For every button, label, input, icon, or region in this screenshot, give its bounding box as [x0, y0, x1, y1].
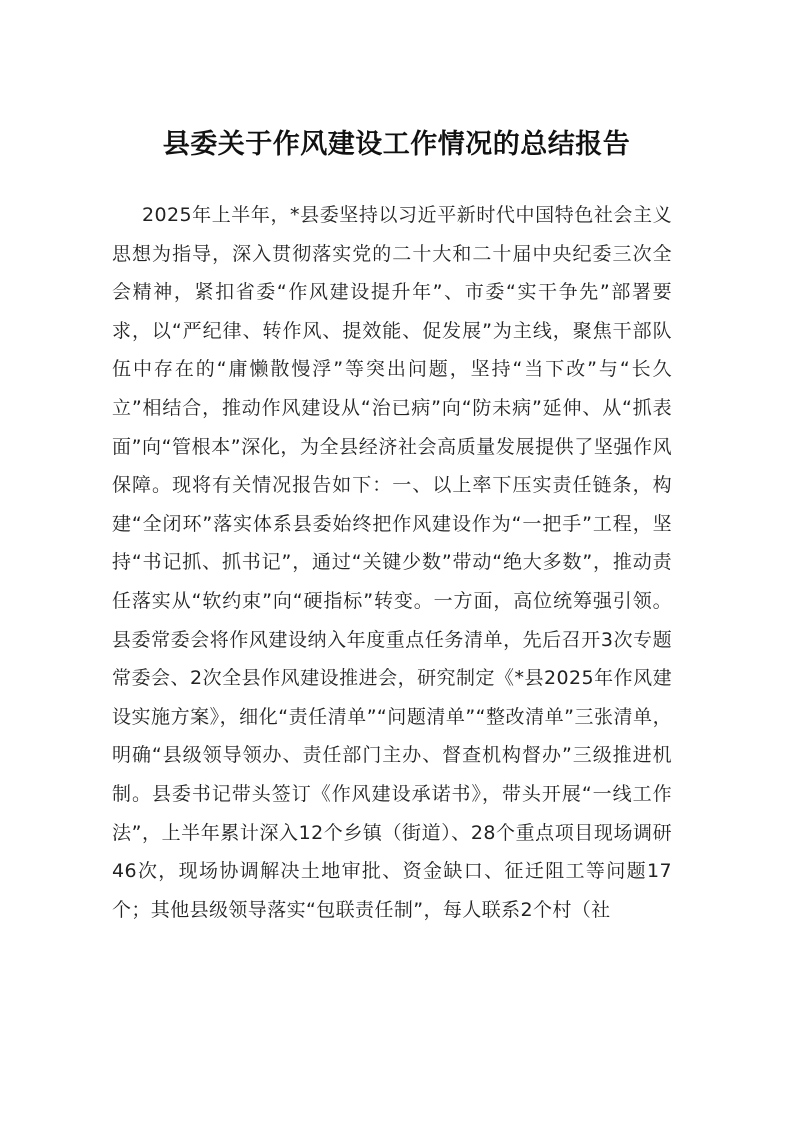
- document-body-paragraph: 2025年上半年，*县委坚持以习近平新时代中国特色社会主义思想为指导，深入贯彻落实党的二十大和二十届中央纪委三次全会精神，紧扣省委“作风建设提升年”、市委“实干争先”部署要求，以“严纪律、转作风、提效能、促发展”为主线，聚焦干部队伍中存在的“庸懒散慢浮”等突出问题，坚持“当下改”与“长久立”相结合，推动作风建设从“治已病”向“防未病”延伸、从“抓表面”向“管根本”深化，为全县经济社会高质量发展提供了坚强作风保障。现将有关情况报告如下：一、以上率下压实责任链条，构建“全闭环”落实体系县委始终把作风建设作为“一把手”工程，坚持“书记抓、抓书记”，通过“关键少数”带动“绝大多数”，推动责任落实从“软约束”向“硬指标”转变。一方面，高位统筹强引领。县委常委会将作风建设纳入年度重点任务清单，先后召开3次专题常委会、2次全县作风建设推进会，研究制定《*县2025年作风建设实施方案》，细化“责任清单”“问题清单”“整改清单”三张清单，明确“县级领导领办、责任部门主办、督查机构督办”三级推进机制。县委书记带头签订《作风建设承诺书》，带头开展“一线工作法”，上半年累计深入12个乡镇（街道）、28个重点项目现场调研46次，现场协调解决土地审批、资金缺口、征迁阻工等问题17个；其他县级领导落实“包联责任制”，每人联系2个村（社: [112, 204, 672, 921]
- document-title: 县委关于作风建设工作情况的总结报告: [162, 129, 631, 160]
